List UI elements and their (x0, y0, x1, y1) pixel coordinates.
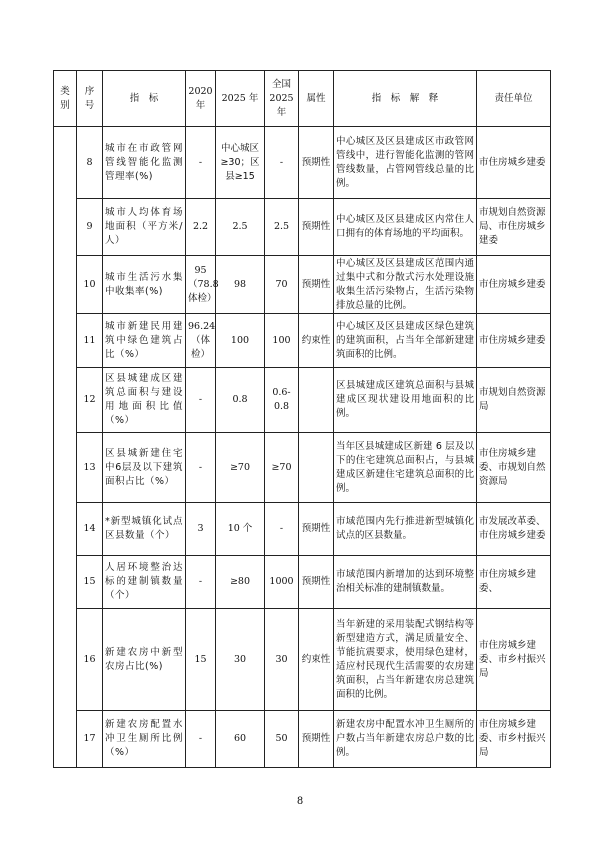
seq-cell: 9 (77, 199, 103, 256)
attribute-cell: 预期性 (299, 127, 334, 199)
indicator-cell: 城市在市政管网管线智能化监测管理率(%) (103, 127, 186, 199)
seq-cell: 17 (77, 711, 103, 768)
table-row (54, 199, 551, 256)
value-2020-cell: - (186, 368, 216, 433)
value-national-cell: 0.6-0.8 (265, 368, 299, 433)
explanation-cell: 区县城建成区建筑总面积与县城建成区现状建设用地面积的比例。 (334, 368, 477, 433)
header-attribute: 属性 (299, 71, 334, 127)
responsible-cell: 市住房城乡建委、市规划自然资源局 (477, 433, 551, 503)
indicator-cell: 城市新建民用建筑中绿色建筑占比（%） (103, 314, 186, 368)
attribute-cell (299, 368, 334, 433)
responsible-cell: 市住房城乡建委、市乡村振兴局 (477, 609, 551, 711)
value-national-cell: 50 (265, 711, 299, 768)
indicator-cell: 新建农房配置水冲卫生厕所比例（%） (103, 711, 186, 768)
attribute-cell: 约束性 (299, 609, 334, 711)
value-2020-cell: 15 (186, 609, 216, 711)
value-2020-cell: 2.2 (186, 199, 216, 256)
responsible-cell: 市规划自然资源局 (477, 368, 551, 433)
category-cell (54, 127, 77, 768)
explanation-cell: 当年新建的采用装配式钢结构等新型建造方式，满足质量安全、节能抗震要求，使用绿色建材，适应村民现代生活需要的农房建筑面积，占当年新建农房总建筑面积的比例。 (334, 609, 477, 711)
responsible-cell: 市住房城乡建委 (477, 127, 551, 199)
explanation-cell: 中心城区及区县建成区范围内通过集中式和分散式污水处理设施收集生活污染物占，生活污染物排放总量的比例。 (334, 256, 477, 314)
header-national-2025: 全国 2025 年 (265, 71, 299, 127)
responsible-cell: 市住房城乡建委、市乡村振兴局 (477, 711, 551, 768)
indicator-cell: *新型城镇化试点区县数量（个） (103, 503, 186, 556)
header-responsible: 责任单位 (477, 71, 551, 127)
indicator-cell: 城市生活污水集中收集率(%) (103, 256, 186, 314)
value-national-cell: - (265, 503, 299, 556)
explanation-cell: 中心城区及区县建成区市政管网管线中，进行智能化监测的管网管线数量，占管网管线总量的比例。 (334, 127, 477, 199)
responsible-cell: 市发展改革委、市住房城乡建委 (477, 503, 551, 556)
table-row (54, 127, 551, 199)
indicator-cell: 区县城建成区建筑总面积与建设用地面积比值（%） (103, 368, 186, 433)
explanation-cell: 中心城区及区县建成区绿色建筑的建筑面积，占当年全部新建建筑面积的比例。 (334, 314, 477, 368)
value-2025-cell: 2.5 (216, 199, 265, 256)
header-explanation: 指 标 解 释 (334, 71, 477, 127)
responsible-cell: 市住房城乡建委 (477, 256, 551, 314)
responsible-cell: 市住房城乡建委、 (477, 556, 551, 609)
value-2025-cell: 60 (216, 711, 265, 768)
explanation-cell: 市域范围内先行推进新型城镇化试点的区县数量。 (334, 503, 477, 556)
attribute-cell (299, 433, 334, 503)
attribute-cell: 约束性 (299, 314, 334, 368)
attribute-cell: 预期性 (299, 256, 334, 314)
value-2025-cell: 30 (216, 609, 265, 711)
value-2025-cell: ≥80 (216, 556, 265, 609)
value-2025-cell: 100 (216, 314, 265, 368)
header-2025: 2025 年 (216, 71, 265, 127)
explanation-cell: 当年区县城建成区新建 6 层及以下的住宅建筑总面积占，与县城建成区新建住宅建筑总面积的比例。 (334, 433, 477, 503)
value-2020-cell: 3 (186, 503, 216, 556)
table-row (54, 256, 551, 314)
header-2020: 2020 年 (186, 71, 216, 127)
table-row (54, 609, 551, 711)
table-row (54, 711, 551, 768)
seq-cell: 15 (77, 556, 103, 609)
value-2020-cell: - (186, 556, 216, 609)
responsible-cell: 市住房城乡建委 (477, 314, 551, 368)
attribute-cell: 预期性 (299, 556, 334, 609)
seq-cell: 12 (77, 368, 103, 433)
responsible-cell: 市规划自然资源局、市住房城乡建委 (477, 199, 551, 256)
value-2020-cell: - (186, 711, 216, 768)
indicator-cell: 区县城新建住宅中6层及以下建筑面积占比（%） (103, 433, 186, 503)
seq-cell: 14 (77, 503, 103, 556)
header-category: 类 别 (54, 71, 77, 127)
seq-cell: 11 (77, 314, 103, 368)
value-2025-cell: 98 (216, 256, 265, 314)
explanation-cell: 市域范围内新增加的达到环境整治相关标准的建制镇数量。 (334, 556, 477, 609)
value-national-cell: - (265, 127, 299, 199)
indicator-table (53, 70, 551, 768)
value-2020-cell: 96.24（体检） (186, 314, 216, 368)
table-row (54, 314, 551, 368)
value-2020-cell: 95（78.8体检） (186, 256, 216, 314)
value-2025-cell: ≥70 (216, 433, 265, 503)
explanation-cell: 中心城区及区县建成区内常住人口拥有的体育场地的平均面积。 (334, 199, 477, 256)
value-national-cell: 30 (265, 609, 299, 711)
value-2020-cell: - (186, 433, 216, 503)
value-national-cell: ≥70 (265, 433, 299, 503)
seq-cell: 8 (77, 127, 103, 199)
value-2025-cell: 0.8 (216, 368, 265, 433)
header-seq: 序 号 (77, 71, 103, 127)
value-national-cell: 2.5 (265, 199, 299, 256)
value-national-cell: 1000 (265, 556, 299, 609)
seq-cell: 10 (77, 256, 103, 314)
indicator-cell: 人居环境整治达标的建制镇数量（个） (103, 556, 186, 609)
value-national-cell: 70 (265, 256, 299, 314)
value-2025-cell: 中心城区≥30；区县≥15 (216, 127, 265, 199)
value-national-cell: 100 (265, 314, 299, 368)
page-number: 8 (296, 796, 304, 807)
attribute-cell: 预期性 (299, 711, 334, 768)
value-2020-cell: - (186, 127, 216, 199)
table-row (54, 433, 551, 503)
table-header-row (54, 71, 551, 127)
value-2025-cell: 10 个 (216, 503, 265, 556)
seq-cell: 16 (77, 609, 103, 711)
table-row (54, 556, 551, 609)
attribute-cell: 预期性 (299, 199, 334, 256)
table-row (54, 368, 551, 433)
seq-cell: 13 (77, 433, 103, 503)
indicator-cell: 城市人均体育场地面积（平方米/人） (103, 199, 186, 256)
explanation-cell: 新建农房中配置水冲卫生厕所的户数占当年新建农房总户数的比例。 (334, 711, 477, 768)
attribute-cell: 预期性 (299, 503, 334, 556)
indicator-cell: 新建农房中新型农房占比(%) (103, 609, 186, 711)
header-indicator: 指 标 (103, 71, 186, 127)
table-row (54, 503, 551, 556)
